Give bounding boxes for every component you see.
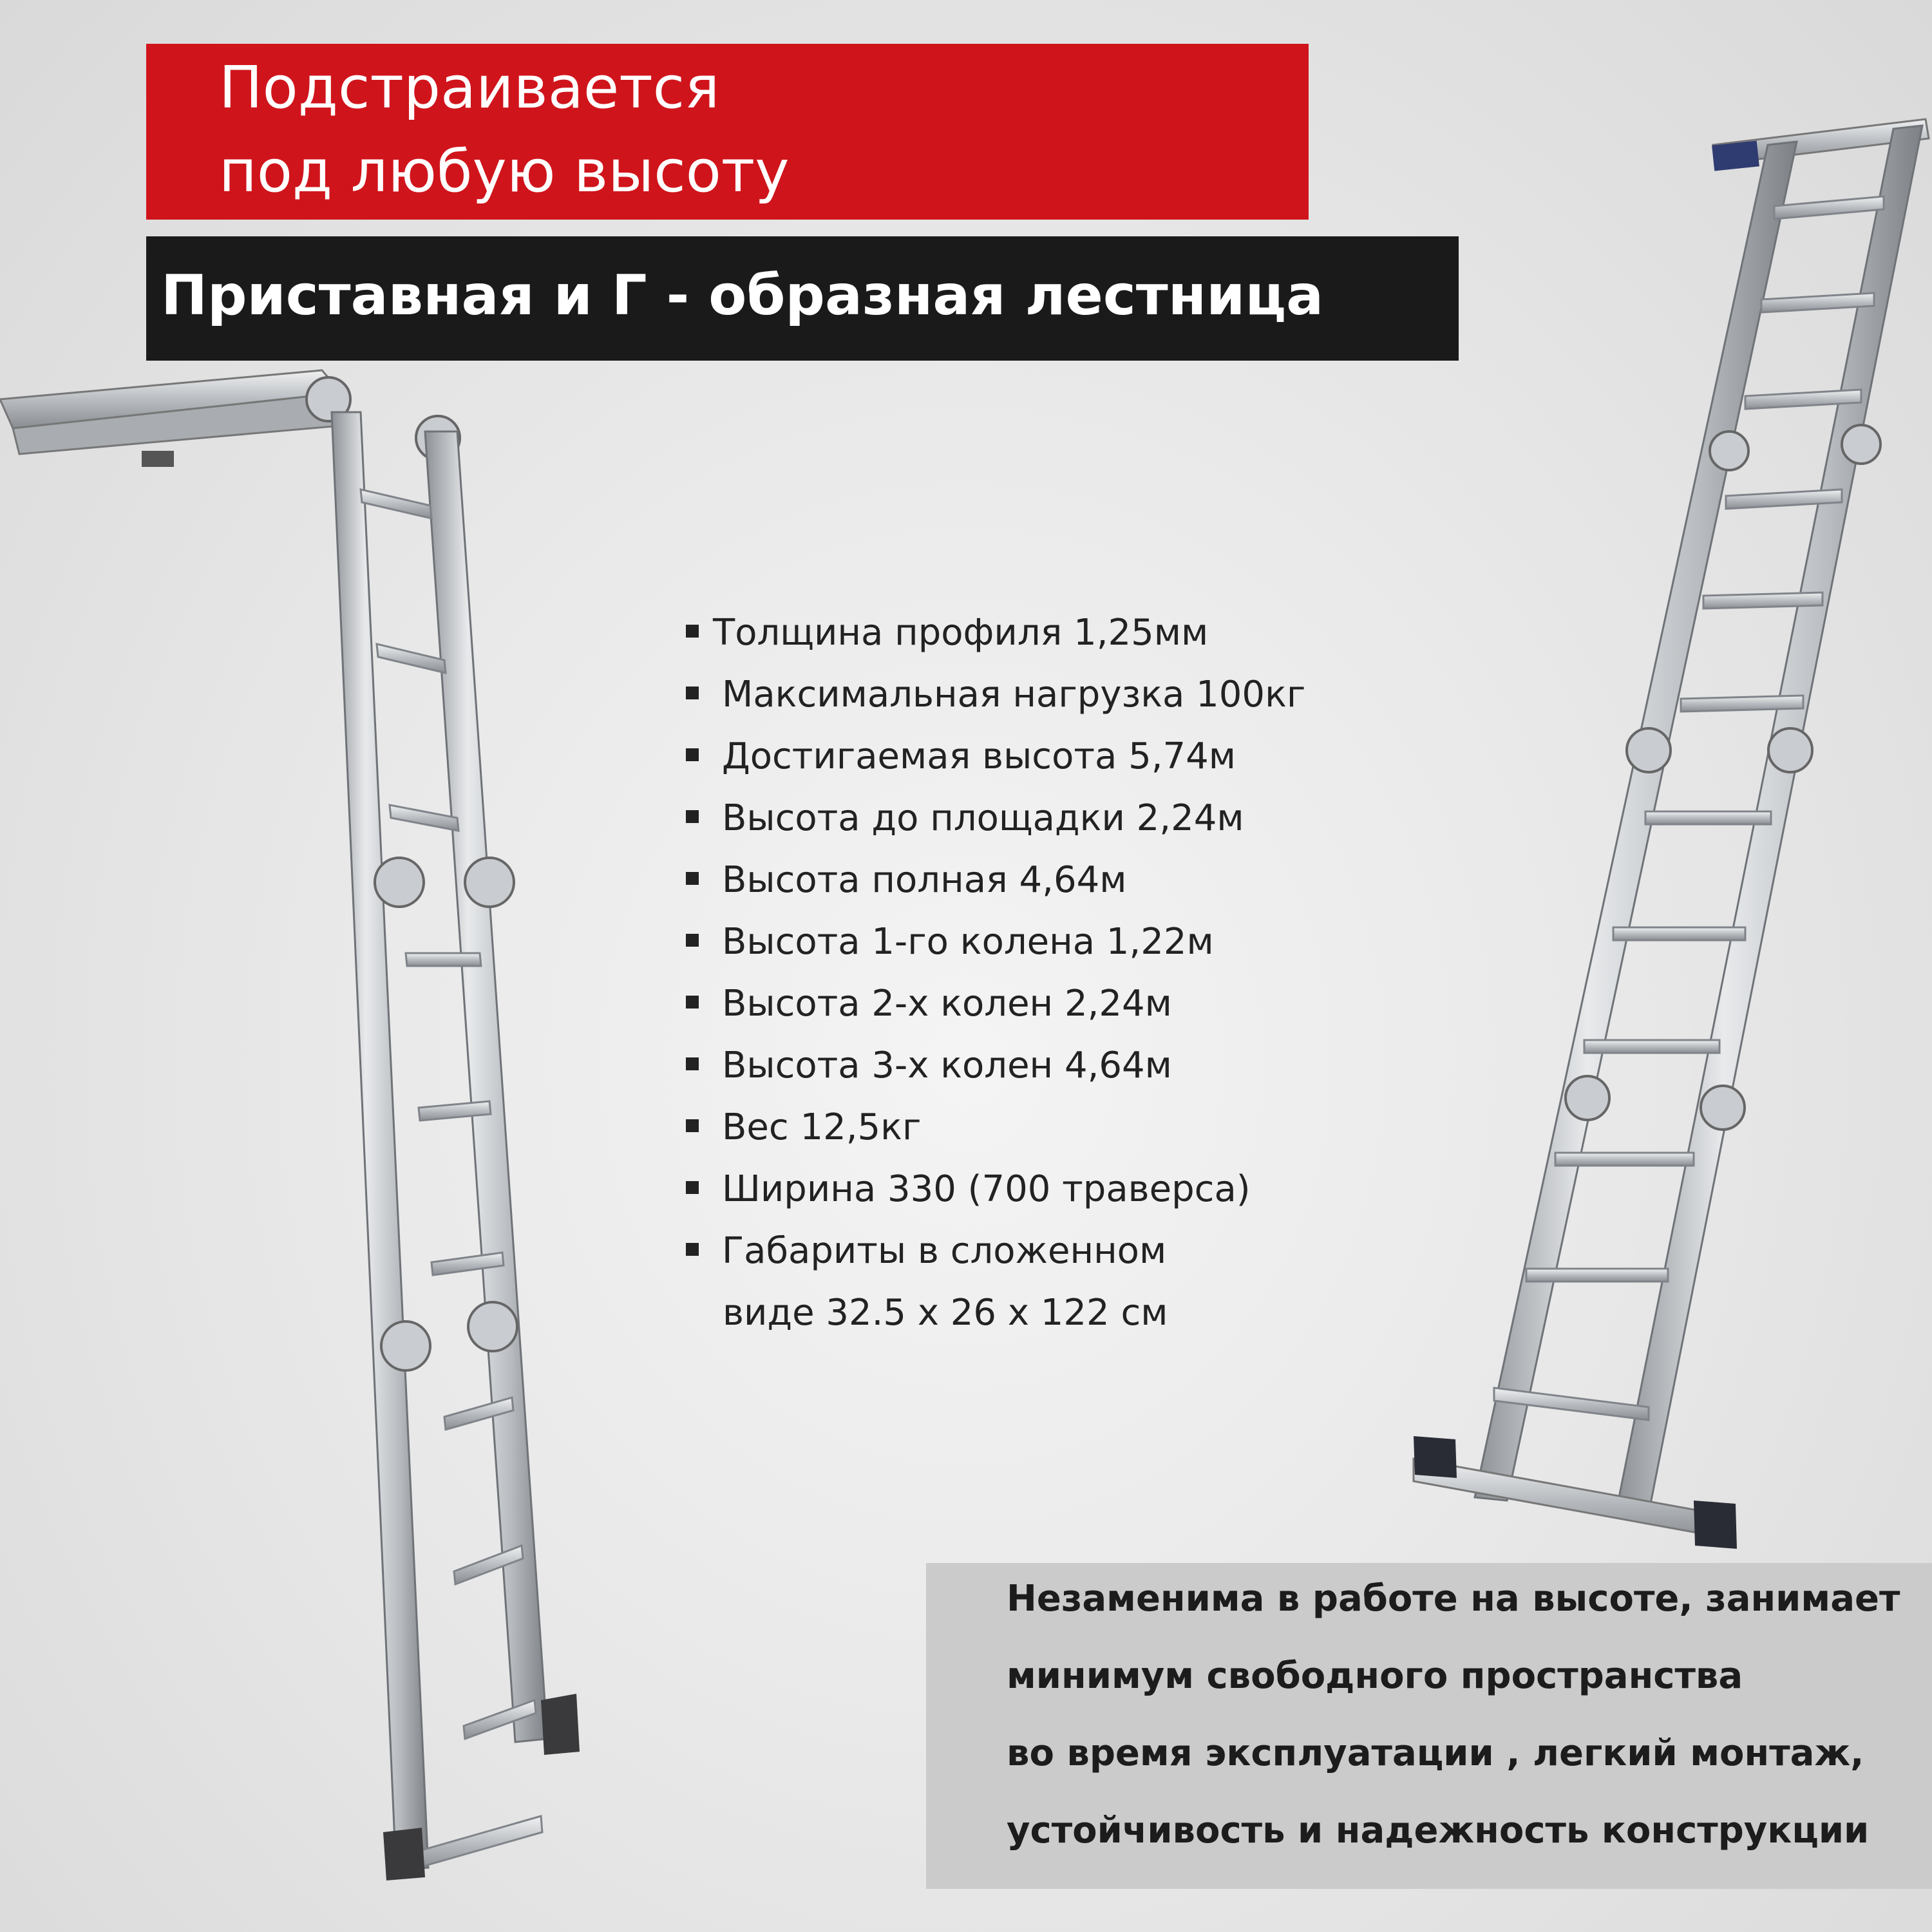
- bullet-icon: [686, 1243, 699, 1256]
- spec-item: Высота 2-х колен 2,24м: [686, 986, 1172, 1022]
- bullet-icon: [686, 996, 699, 1009]
- headline-line-2: под любую высоту: [219, 138, 790, 205]
- headline-line-1: Подстраивается: [219, 54, 720, 122]
- bullet-icon: [686, 748, 699, 761]
- description-line-3: во время эксплуатации , легкий монтаж,: [1007, 1732, 1864, 1774]
- bullet-icon: [686, 687, 699, 699]
- spec-item: Высота до площадки 2,24м: [686, 800, 1244, 837]
- page-title: Приставная и Г - образная лестница: [161, 263, 1324, 328]
- description-line-4: устойчивость и надежность конструкции: [1007, 1810, 1870, 1852]
- spec-item: Максимальная нагрузка 100кг: [686, 677, 1305, 713]
- spec-item-continued: виде 32.5 х 26 х 122 см: [723, 1292, 1168, 1334]
- spec-item: Толщина профиля 1,25мм: [686, 615, 1208, 651]
- bullet-icon: [686, 872, 699, 885]
- description-line-1: Незаменима в работе на высоте, занимает: [1007, 1578, 1900, 1620]
- bullet-icon: [686, 1119, 699, 1132]
- spec-item: Вес 12,5кг: [686, 1110, 921, 1146]
- spec-item: Габариты в сложенном: [686, 1233, 1166, 1269]
- spec-item: Высота полная 4,64м: [686, 862, 1126, 898]
- description-line-2: минимум свободного пространства: [1007, 1655, 1743, 1697]
- bullet-icon: [686, 934, 699, 947]
- spec-item: Ширина 330 (700 траверса): [686, 1171, 1251, 1208]
- spec-item: Высота 1-го колена 1,22м: [686, 924, 1214, 960]
- bullet-icon: [686, 625, 699, 638]
- bullet-icon: [686, 1057, 699, 1070]
- spec-item: Высота 3-х колен 4,64м: [686, 1048, 1172, 1084]
- bullet-icon: [686, 810, 699, 823]
- spec-item: Достигаемая высота 5,74м: [686, 739, 1236, 775]
- bullet-icon: [686, 1181, 699, 1194]
